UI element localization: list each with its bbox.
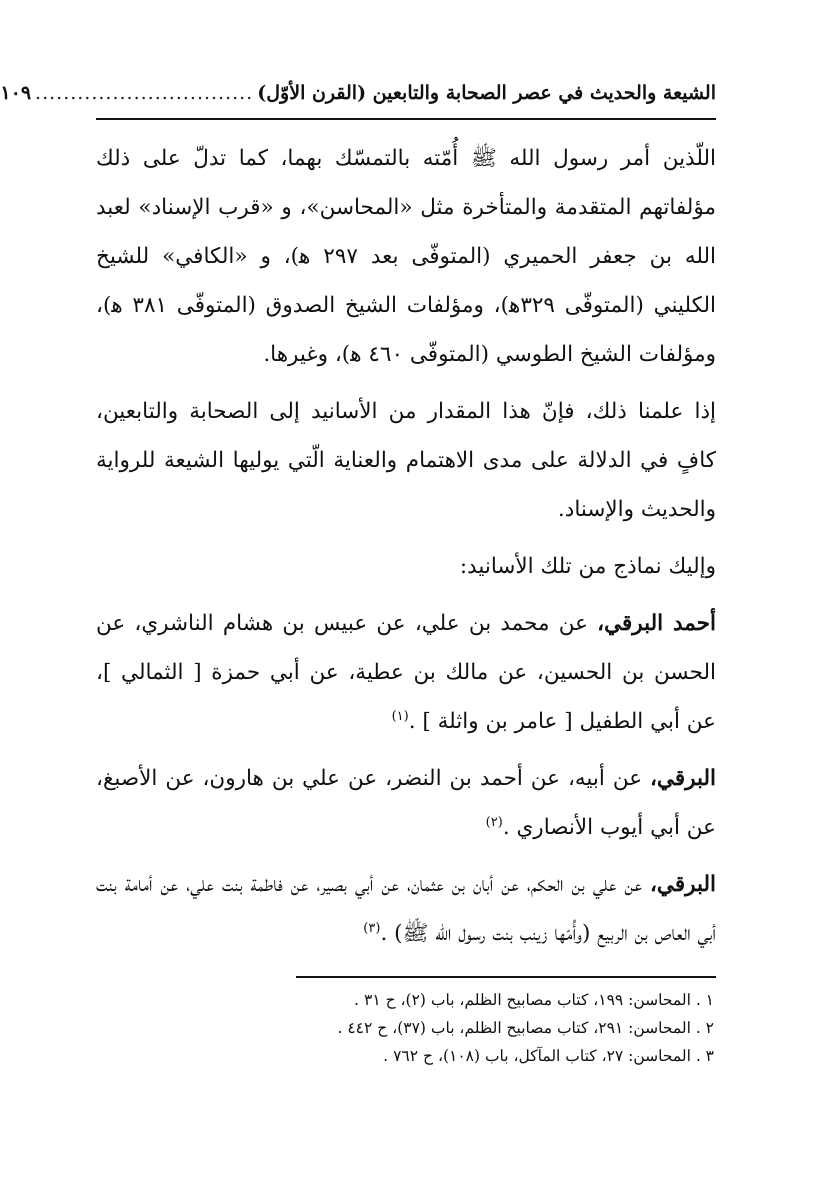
narrator-name: أحمد البرقي، [597, 611, 716, 636]
isnad-paragraph [96, 599, 716, 746]
paragraph-text: اللّذين أمر رسول الله ﷺ أُمّته بالتمسّك بهما، كما تدلّ على ذلك مؤلفاتهم المتقدمة والمتأخرة مثل «المحاسن»، و «قرب الإسناد» لعبد الله بن جعفر الحميري (المتوفّى بعد ٢٩٧ ﻫ)، و «الكافي» للشيخ الكليني (المتوفّى ٣٢٩ﻫ)، ومؤلفات الشيخ الصدوق (المتوفّى ٣٨١ ﻫ)، ومؤلفات الشيخ الطوسي (المتوفّى ٤٦٠ ﻫ)، وغيرها. [96, 146, 716, 367]
isnad-paragraph [96, 754, 716, 852]
footnote-marker[interactable]: (٣) [363, 920, 381, 936]
footnote-marker[interactable]: (٢) [485, 814, 503, 830]
paragraph [96, 387, 716, 534]
body-text [96, 134, 716, 958]
paragraph [96, 134, 716, 379]
header-title: الشيعة والحديث في عصر الصحابة والتابعين (القرن الأوّل) [257, 82, 716, 104]
paragraph-text: وإليك نماذج من تلك الأسانيد: [459, 554, 716, 579]
paragraph-text: إذا علمنا ذلك، فإنّ هذا المقدار من الأسانيد إلى الصحابة والتابعين، كافٍ في الدلالة على مدى الاهتمام والعناية الّتي يوليها الشيعة للرواية والحديث والإسناد. [96, 399, 716, 522]
header-leader-dots: ............................... [35, 82, 254, 104]
page-number: ١٠٩ [0, 82, 32, 104]
paragraph-text: عن علي بن الحكم، عن أبان بن عثمان، عن أبي بصير، عن فاطمة بنت علي، عن أمامة بنت أبي العاص بن الربيع (وأُمّها زينب بنت رسول الله ﷺ) . [96, 872, 716, 946]
paragraph [96, 542, 716, 591]
header-rule [96, 118, 716, 120]
footnote-item: ٢ . المحاسن: ٢٩١، كتاب مصابيح الظلم، باب (٣٧)، ح ٤٤٢ . [337, 1019, 714, 1037]
footnotes [96, 986, 716, 1070]
narrator-name: البرقي، [649, 766, 716, 791]
footnote-item: ٣ . المحاسن: ٢٧، كتاب المآكل، باب (١٠٨)، ح ٧٦٢ . [383, 1047, 714, 1065]
footnote-item: ١ . المحاسن: ١٩٩، كتاب مصابيح الظلم، باب (٢)، ح ٣١ . [354, 991, 714, 1009]
narrator-name: البرقي، [649, 872, 716, 897]
footnote-marker[interactable]: (١) [391, 708, 409, 724]
isnad-paragraph [96, 860, 716, 958]
document-page [0, 82, 716, 1070]
running-header [0, 82, 716, 114]
paragraph-text: عن أبيه، عن أحمد بن النضر، عن علي بن هارون، عن الأصبغ، عن أبي أيوب الأنصاري . [96, 766, 716, 840]
footnote-rule [296, 976, 716, 978]
paragraph-text: عن محمد بن علي، عن عبيس بن هشام الناشري، عن الحسن بن الحسين، عن مالك بن عطية، عن أبي حمزة [ الثمالي ]، عن أبي الطفيل [ عامر بن واثلة ] . [96, 611, 716, 734]
